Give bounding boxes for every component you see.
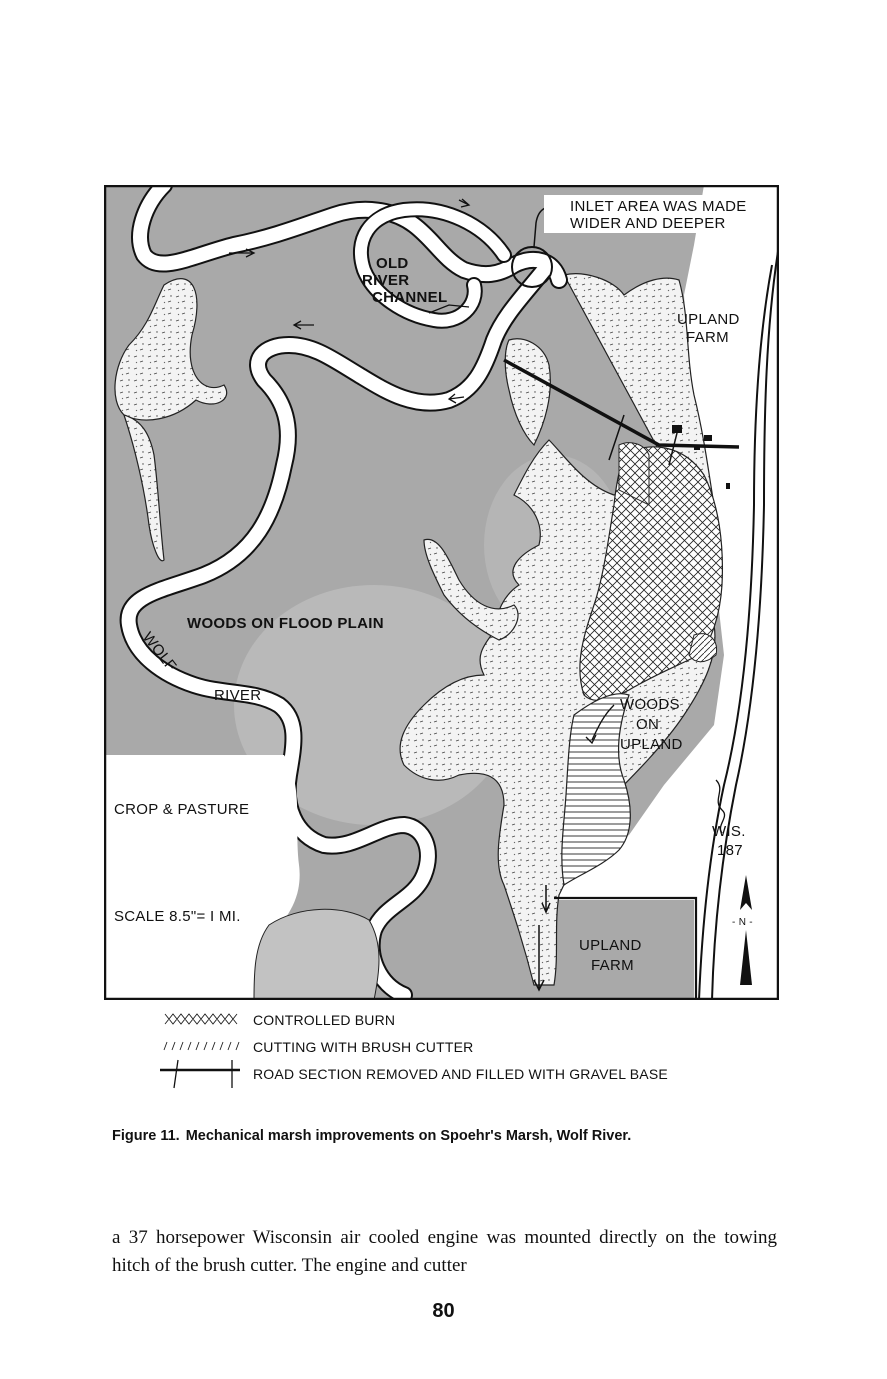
legend-item-controlled-burn xyxy=(160,1010,780,1037)
map-legend xyxy=(160,1010,780,1091)
lower-woods-patch xyxy=(254,909,379,1000)
figure-caption-text: Mechanical marsh improvements on Spoehr's Marsh, Wolf River. xyxy=(185,1128,632,1144)
inlet-label-line2: WIDER AND DEEPER xyxy=(570,215,726,232)
marsh-map xyxy=(104,185,779,1000)
figure-number: Figure 11. xyxy=(112,1128,180,1144)
upland-farm-bottom-label-1: UPLAND xyxy=(579,937,642,954)
old-river-label-1: OLD xyxy=(376,255,409,272)
legend-label: CUTTING WITH BRUSH CUTTER xyxy=(253,1039,474,1055)
old-river-label-2: RIVER xyxy=(362,272,410,289)
upland-farm-bottom-label-2: FARM xyxy=(591,957,634,974)
woods-upland-label-1: WOODS xyxy=(620,696,680,713)
upland-farm-top-label-1: UPLAND xyxy=(677,311,740,328)
wis-label-2: 187 xyxy=(717,842,743,859)
woods-upland-label-2: ON xyxy=(636,716,660,733)
crosshatch-symbol xyxy=(160,1010,245,1030)
north-label: - N - xyxy=(732,917,753,928)
crop-pasture-label: CROP & PASTURE xyxy=(114,801,250,818)
farm-building xyxy=(694,445,700,450)
inlet-label-line1: INLET AREA WAS MADE xyxy=(570,198,747,215)
farm-building xyxy=(672,425,682,433)
old-river-label-3: CHANNEL xyxy=(372,289,448,306)
river-label: RIVER xyxy=(214,687,262,704)
woods-flood-plain-label: WOODS ON FLOOD PLAIN xyxy=(187,615,384,632)
stipple-symbol xyxy=(160,1037,245,1057)
legend-item-road-removed xyxy=(160,1064,780,1091)
body-paragraph xyxy=(112,1224,777,1280)
legend-label: CONTROLLED BURN xyxy=(253,1012,396,1028)
farm-building xyxy=(726,483,730,489)
body-text: a 37 horsepower Wisconsin air cooled engine was mounted directly on the towing hitch of the brush cutter. The engine and cutter xyxy=(112,1227,777,1276)
road-removed-symbol xyxy=(160,1058,245,1090)
page-number: 80 xyxy=(432,1300,455,1322)
legend-label: ROAD SECTION REMOVED AND FILLED WITH GRAVEL BASE xyxy=(253,1066,668,1082)
woods-upland-label-3: UPLAND xyxy=(620,736,683,753)
legend-item-brush-cutter xyxy=(160,1037,780,1064)
upland-farm-top-label-2: FARM xyxy=(686,329,729,346)
woods-upland-strip xyxy=(689,634,717,662)
wolf-label: WOLF xyxy=(138,628,180,675)
figure-caption xyxy=(112,1128,631,1144)
farm-building xyxy=(704,435,712,441)
wis-label-1: WIS. xyxy=(712,823,746,840)
scale-label: SCALE 8.5"= I MI. xyxy=(114,908,241,925)
